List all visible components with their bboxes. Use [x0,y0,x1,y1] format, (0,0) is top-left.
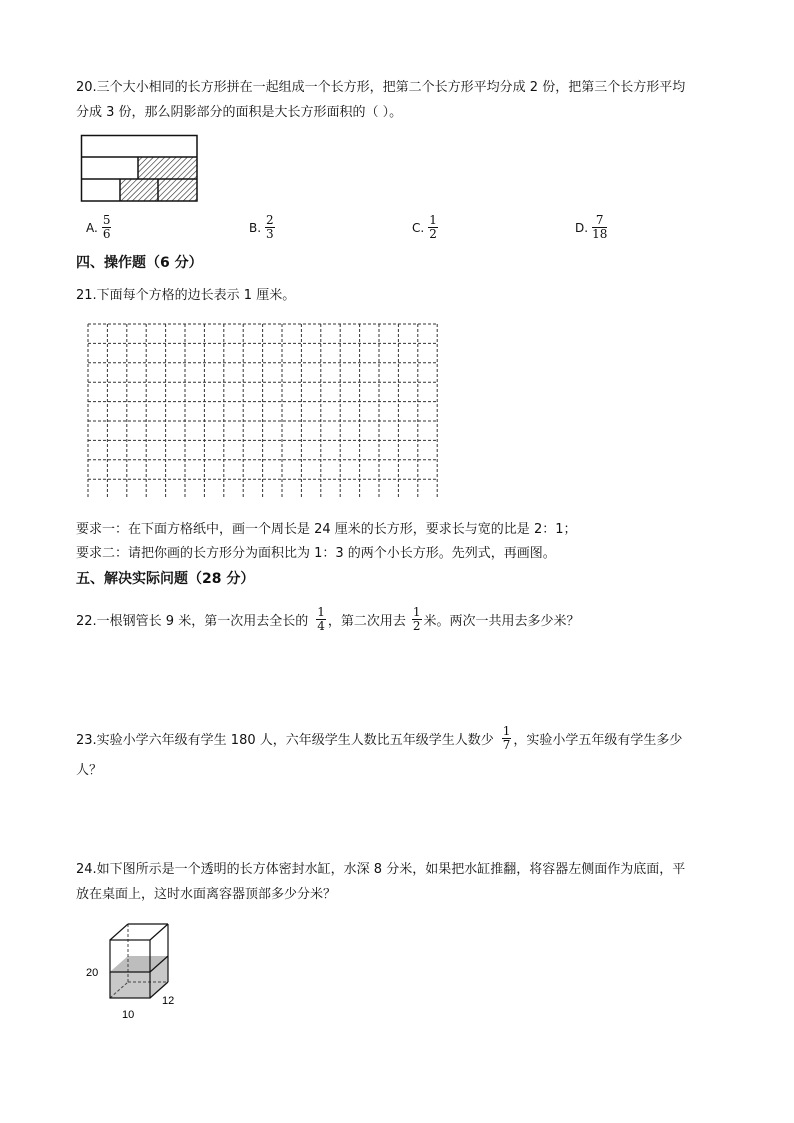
q23-text [76,725,682,752]
option-b[interactable] [249,214,277,241]
q24-fish-tank-figure [80,918,190,1026]
option-a-fraction: $\frac{5}{6}$ [102,213,111,241]
q23-part2: ，实验小学五年级有学生多少 [513,733,683,748]
option-d-fraction: $\frac{7}{18}$ [592,213,608,241]
q21-requirement-2: 要求二：请把你画的长方形分为面积比为 1：3 的两个小长方形。先列式，再画图。 [76,546,556,561]
option-a[interactable] [86,214,113,241]
q22-part2: ，第二次用去 [327,614,406,629]
q23-part1: 23.实验小学六年级有学生 180 人，六年级学生人数比五年级学生人数少 [76,733,494,748]
section-4-heading: 四、操作题（6 分） [76,255,203,271]
q22-part3: 米。两次一共用去多少米？ [423,614,580,629]
q23-line2: 人？ [76,763,103,778]
height-label: 20 [86,967,99,979]
option-c[interactable] [412,214,440,241]
q24-line1: 24.如下图所示是一个透明的长方体密封水缸，水深 8 分米，如果把水缸推翻，将容器左侧面作为底面，平 [76,862,686,877]
option-a-label: A. [86,220,98,235]
q24-line2: 放在桌面上，这时水面离容器顶部多少分米？ [76,887,337,902]
q21-grid-paper[interactable] [86,322,442,498]
q23-fraction: $\frac{1}{7}$ [502,724,511,752]
q21-requirement-1: 要求一：在下面方格纸中，画一个周长是 24 厘米的长方形，要求长与宽的比是 2：1； [76,522,577,537]
option-c-fraction: $\frac{1}{2}$ [429,213,437,241]
q20-rectangle-figure [80,134,200,204]
section-5-heading: 五、解决实际问题（28 分） [76,571,255,587]
option-b-fraction: $\frac{2}{3}$ [266,213,274,241]
option-d-label: D. [575,220,589,235]
q21-intro: 21.下面每个方格的边长表示 1 厘米。 [76,288,296,303]
q22-fraction-2: $\frac{1}{2}$ [412,605,421,633]
q22-text [76,606,580,633]
q20-line2: 分成 3 份，那么阴影部分的面积是大长方形面积的（ ）。 [76,105,403,120]
option-d[interactable] [575,214,609,241]
width-label: 10 [122,1009,135,1021]
depth-label: 12 [162,995,175,1007]
q20-line1: 20.三个大小相同的长方形拼在一起组成一个长方形，把第二个长方形平均分成 2 份，把第三个长方形平均 [76,80,686,95]
option-b-label: B. [249,220,262,235]
q22-part1: 22.一根钢管长 9 米，第一次用去全长的 [76,614,309,629]
shaded-half [138,157,197,179]
q22-fraction-1: $\frac{1}{4}$ [317,605,325,633]
option-c-label: C. [412,220,425,235]
